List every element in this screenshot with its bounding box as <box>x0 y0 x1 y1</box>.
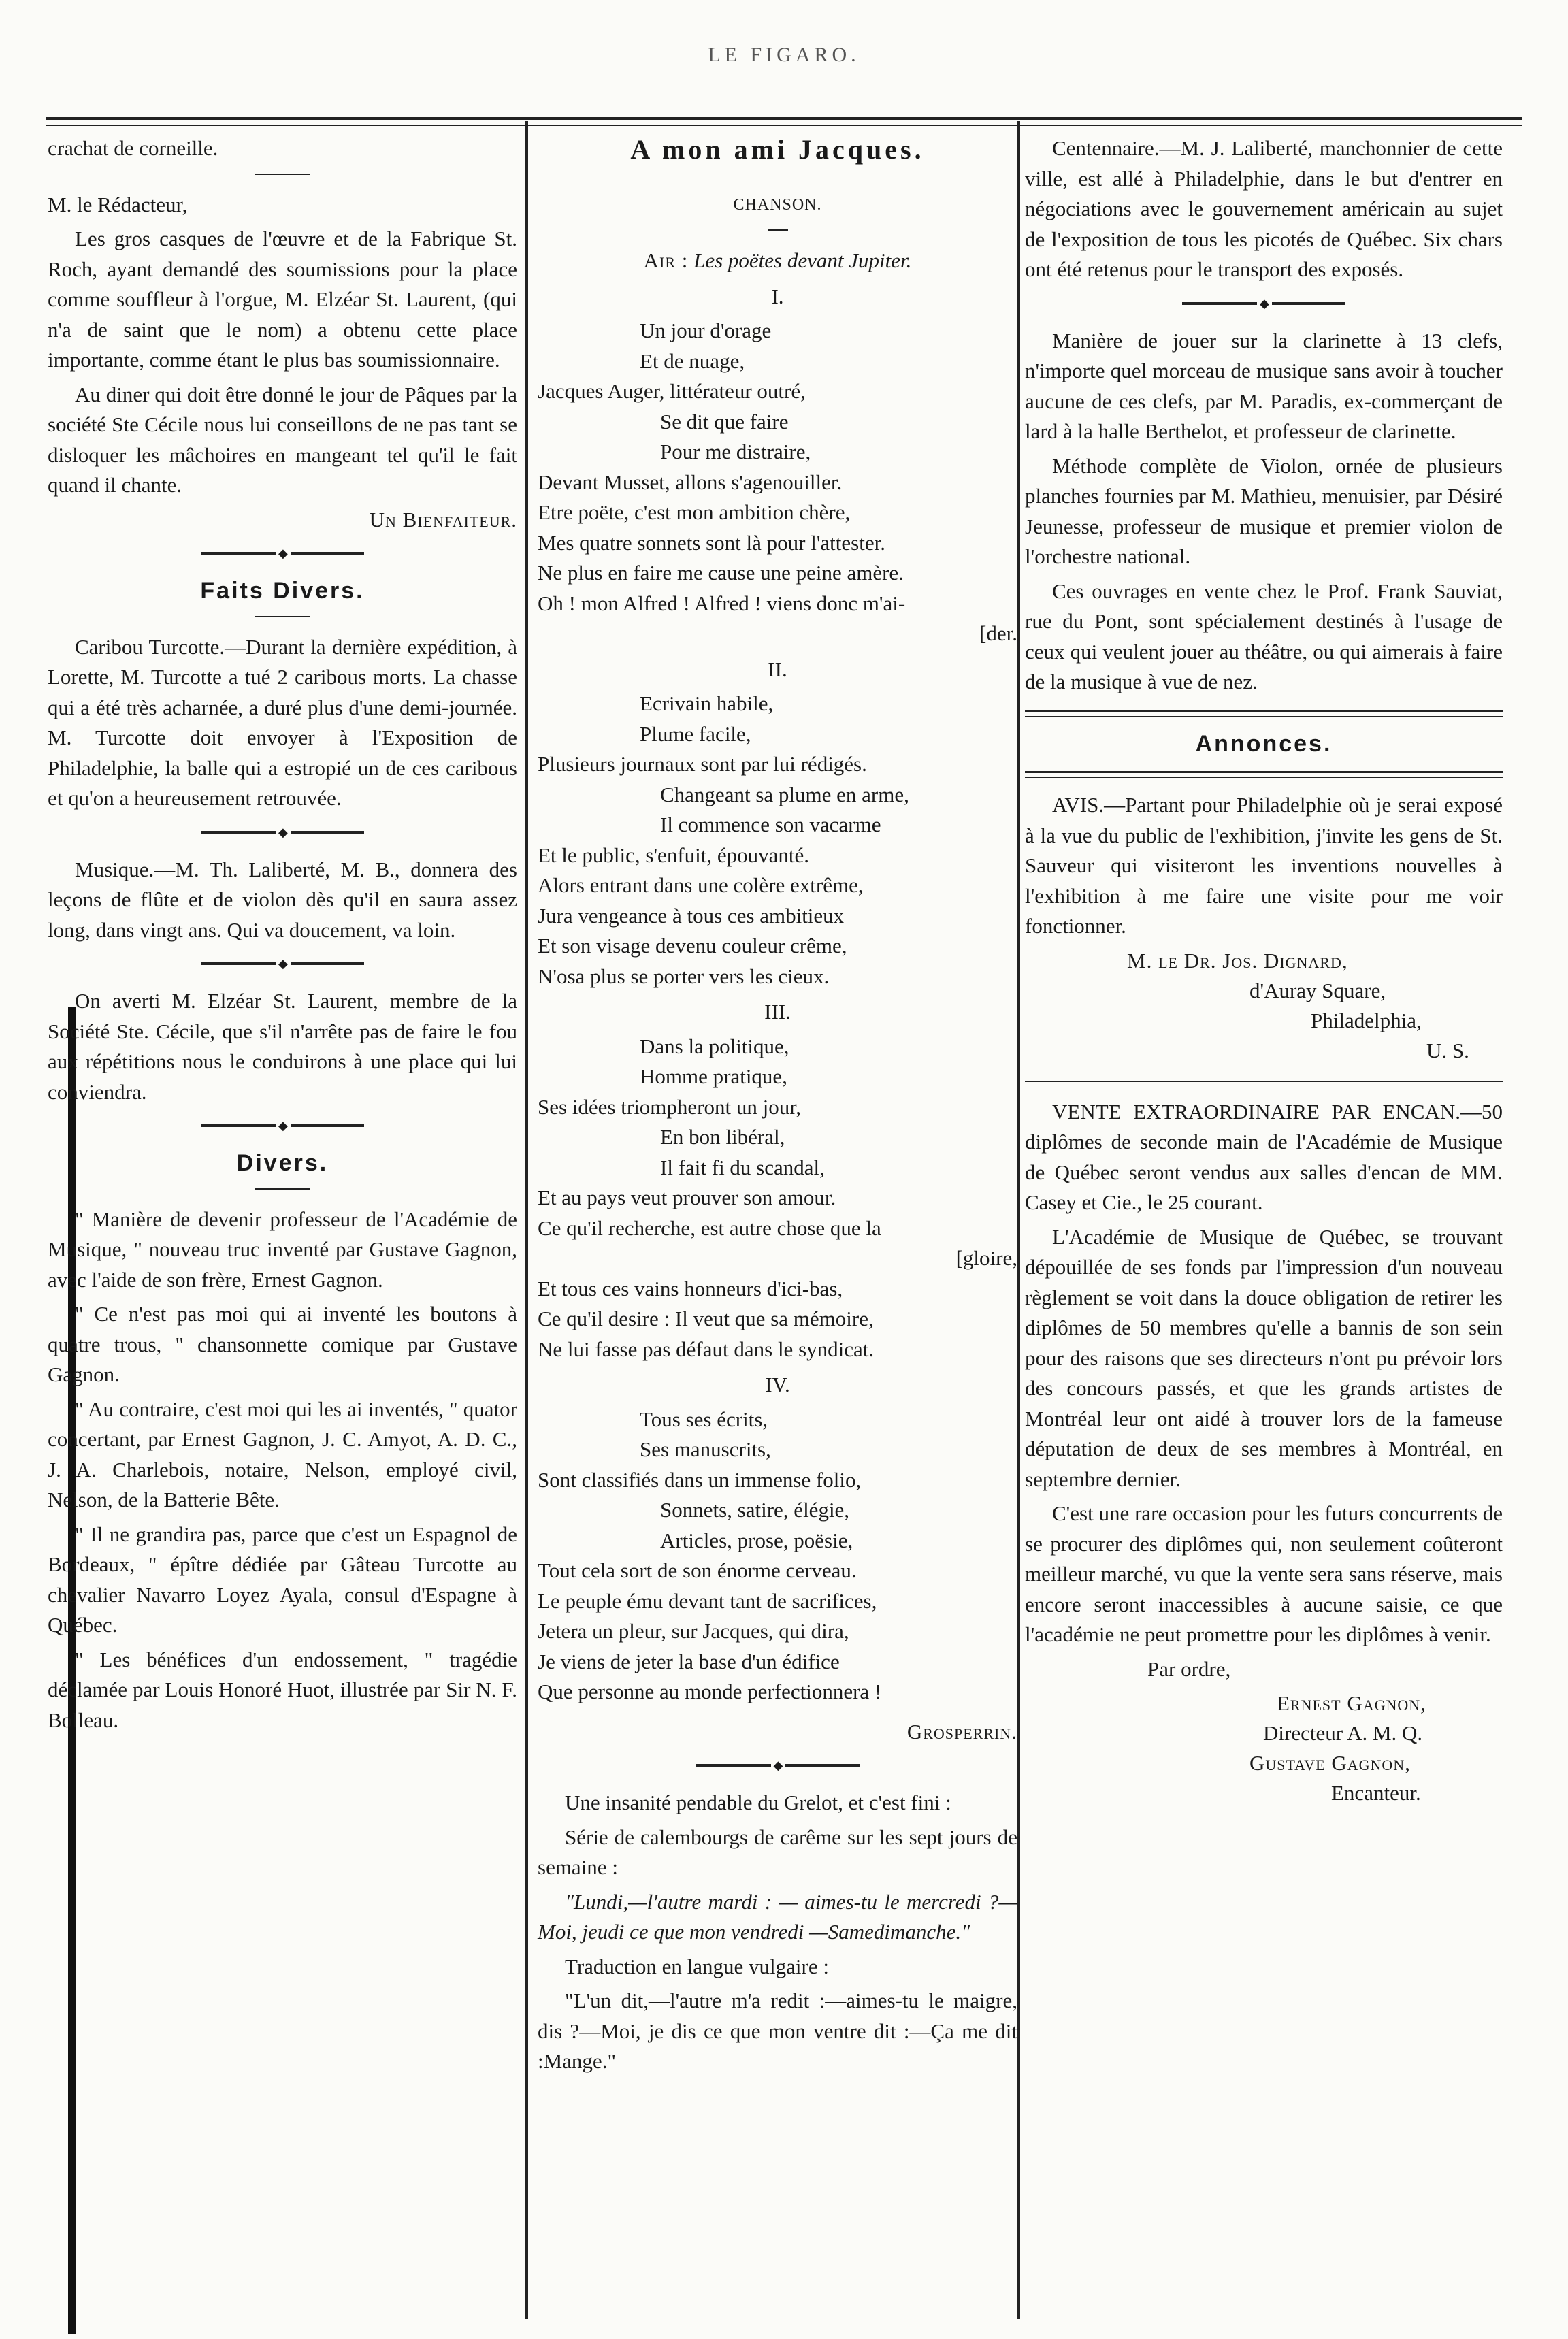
verse-line: Tout cela sort de son énorme cerveau. <box>538 1558 857 1582</box>
masthead: LE FIGARO. <box>708 44 860 66</box>
section-rule <box>1025 771 1503 778</box>
signature-line: Philadelphia, <box>1311 1008 1422 1032</box>
verse-line: Et son visage devenu couleur crême, <box>538 934 847 958</box>
ornament-divider: ◆ <box>1025 296 1503 311</box>
stanza-1 <box>538 316 1017 649</box>
verse-line: Ecrivain habile, <box>640 691 774 715</box>
signature-line: Gustave Gagnon, <box>1250 1751 1411 1775</box>
verse-line: Ses idées triompheront un jour, <box>538 1094 802 1119</box>
verse-line: Articles, prose, poësie, <box>660 1528 853 1552</box>
verse-line: Et au pays veut prouver son amour. <box>538 1185 836 1209</box>
verse-line: Il commence son vacarme <box>660 813 881 836</box>
air-label: Air : <box>643 248 689 272</box>
verse-line: Plusieurs journaux sont par lui rédigés. <box>538 752 867 776</box>
verse-line: Pour me distraire, <box>660 440 811 463</box>
method-item: Méthode complète de Violon, ornée de plusieurs planches fournies par M. Mathieu, menuisier, par Désiré Jeunesse, professeur de musique et premier violon de l'orchestre national. <box>1025 453 1503 568</box>
vente-paragraph: C'est une rare occasion pour les futurs concurrents de se procurer des diplômes qui, non seulement coûteront meilleur marché, vu que la vente sera sans réserve, mais encore seront inaccessibles à aucune saisie, ce que l'académie ne peut promettre pour les diplômes à venir. <box>1025 1501 1503 1646</box>
verse-line: Devant Musset, allons s'agenouiller. <box>538 470 843 494</box>
grelot-paragraph: Une insanité pendable du Grelot, et c'est fini : <box>565 1790 951 1814</box>
poem-signature: Grosperrin. <box>906 1719 1017 1744</box>
method-item: Ces ouvrages en vente chez le Prof. Frank Sauviat, rue du Pont, sont spécialement destinés à l'usage de ceux qui veulent jouer au théâtre, ou qui aimerais à faire de la musique à vue de nez. <box>1025 578 1503 693</box>
verse-line: Et le public, s'enfuit, épouvanté. <box>538 843 810 867</box>
verse-line: Et de nuage, <box>640 348 745 373</box>
verse-line: Oh ! mon Alfred ! Alfred ! viens donc m'ai- <box>538 591 906 615</box>
grelot-paragraph: Série de calembourgs de carême sur les sept jours de semaine : <box>538 1825 1017 1879</box>
verse-line: Ses manuscrits, <box>640 1437 771 1461</box>
ornament-divider: ◆ <box>48 825 517 840</box>
divers-item: " Ce n'est pas moi qui ai inventé les boutons à quatre trous, " chansonnette comique par Gustave Gagnon. <box>48 1302 517 1386</box>
stanza-number: III. <box>764 1000 791 1024</box>
news-item: Musique.—M. Th. Laliberté, M. B., donnera des leçons de flûte et de violon dès qu'il en saura assez long, dans vingt ans. Qui va doucement, va loin. <box>48 857 517 942</box>
short-rule <box>255 616 310 617</box>
divers-item: " Il ne grandira pas, parce que c'est un Espagnol de Bordeaux, " épître dédiée par Gâteau Turcotte au chevalier Navarro Loyez Ayala, consul d'Espagne à Québec. <box>48 1522 517 1637</box>
verse-line: [gloire, <box>956 1246 1017 1270</box>
verse-line: Alors entrant dans une colère extrême, <box>538 873 864 897</box>
short-rule <box>255 174 310 175</box>
column-divider-1 <box>525 121 528 2319</box>
letter-salutation: M. le Rédacteur, <box>48 192 188 216</box>
verse-line: Le peuple ému devant tant de sacrifices, <box>538 1588 877 1613</box>
signature-line: Encanteur. <box>1331 1781 1421 1805</box>
verse-line: Ne lui fasse pas défaut dans le syndicat. <box>538 1337 875 1361</box>
ornament-divider: ◆ <box>48 1118 517 1133</box>
grelot-paragraph: "Lundi,—l'autre mardi : — aimes-tu le mercredi ?—Moi, jeudi ce que mon vendredi —Samedimanche." <box>538 1889 1017 1944</box>
short-rule <box>255 1188 310 1190</box>
section-title-annonces: Annonces. <box>1195 730 1333 757</box>
column-2 <box>538 133 1017 2081</box>
verse-line: Tous ses écrits, <box>640 1407 768 1431</box>
news-item: On averti M. Elzéar St. Laurent, membre de la Société Ste. Cécile, que s'il n'arrête pas de faire le fou aux répétitions nous le conduirons à une place qui lui conviendra. <box>48 989 517 1104</box>
signature-line: d'Auray Square, <box>1250 978 1386 1002</box>
centennaire-item: Centennaire.—M. J. Laliberté, manchonnier de cette ville, est allé à Philadelphie, dans le but d'entrer en négociations avec le gouvernement américain au sujet de l'exposition de tous les picotés de Québec. Six chars ont été retenus pour le transport des exposés. <box>1025 136 1503 281</box>
ornament-divider: ◆ <box>538 1758 1017 1773</box>
vente-paragraph: L'Académie de Musique de Québec, se trouvant dépouillée de ses fonds par l'impression d'un nouveau règlement se voit dans la douce obligation de retirer les diplômes de 50 membres qu'elle a bannis de son sein pour des raisons que ses directeurs n'ont pu prévoir lors des concours passés, et que les grands artistes de Montréal leur ont aidé à trouver lors de la fameuse députation de deux de ses membres à Montréal, en septembre dernier. <box>1025 1224 1503 1491</box>
method-item: Manière de jouer sur la clarinette à 13 clefs, n'importe quel morceau de musique sans avoir à toucher aucune de ces clefs, par M. Paradis, ex-commerçant de lard à la halle Berthelot, et professeur de clarinette. <box>1025 328 1503 443</box>
signature-line: Ernest Gagnon, <box>1277 1691 1426 1715</box>
verse-line: Ce qu'il recherche, est autre chose que la <box>538 1215 881 1240</box>
verse-line: Un jour d'orage <box>640 318 772 342</box>
stanza-number: I. <box>771 284 784 308</box>
verse-line: Jura vengeance à tous ces ambitieux <box>538 903 845 928</box>
stanza-number: IV. <box>765 1373 790 1396</box>
letter-paragraph: Au diner qui doit être donné le jour de Pâques par la société Ste Cécile nous lui conseillons de ne pas tant se disloquer les mâchoires en mangeant tel qu'il le fait quand il chante. <box>48 382 517 497</box>
air-title: Les poëtes devant Jupiter. <box>693 248 912 272</box>
verse-line: Que personne au monde perfectionnera ! <box>538 1680 882 1703</box>
column-divider-2 <box>1017 121 1020 2319</box>
verse-line: Ce qu'il desire : Il veut que sa mémoire, <box>538 1307 874 1330</box>
verse-line: Il fait fi du scandal, <box>660 1155 825 1179</box>
section-rule <box>1025 710 1503 717</box>
par-ordre: Par ordre, <box>1147 1656 1231 1681</box>
stanza-number: II. <box>768 657 787 681</box>
signature-line: Directeur A. M. Q. <box>1263 1721 1423 1745</box>
avis-announcement: AVIS.—Partant pour Philadelphie où je serai exposé à la vue du public de l'exhibition, j'invite les gens de St. Sauveur qui visiteront les inventions nouvelles à l'exhibition à me faire une visite pour me voir fonctionner. <box>1025 793 1503 938</box>
verse-line: Etre poëte, c'est mon ambition chère, <box>538 500 851 524</box>
verse-line: Plume facile, <box>640 721 751 746</box>
verse-line: Jacques Auger, littérateur outré, <box>538 379 806 403</box>
divers-item: " Au contraire, c'est moi qui les ai inventés, " quator concertant, par Ernest Gagnon, J. C. Amyot, A. D. C., J. A. Charlebois, notaire, Nelson, employé civil, Nelson, de la Batterie Bête. <box>48 1396 517 1511</box>
top-rule <box>46 117 1522 126</box>
poem-air <box>538 246 1017 276</box>
divers-item: " Les bénéfices d'un endossement, " tragédie déclamée par Louis Honoré Huot, illustrée par Sir N. F. Bolleau. <box>48 1647 517 1732</box>
section-title-faits-divers: Faits Divers. <box>200 578 365 604</box>
short-rule <box>768 229 788 231</box>
opening-line: crachat de corneille. <box>48 136 218 160</box>
poem-subtitle: CHANSON. <box>733 195 822 214</box>
stanza-3 <box>538 1032 1017 1365</box>
full-rule <box>1025 1081 1503 1082</box>
verse-line: En bon libéral, <box>660 1125 785 1149</box>
verse-line: Changeant sa plume en arme, <box>660 782 909 806</box>
vente-signature <box>1025 1688 1503 1808</box>
vente-announcement: VENTE EXTRAORDINAIRE PAR ENCAN.—50 diplômes de seconde main de l'Académie de Musique de Québec seront vendus aux salles d'encan de MM. Casey et Cie., le 25 courant. <box>1025 1099 1503 1214</box>
news-item: Caribou Turcotte.—Durant la dernière expédition, à Lorette, M. Turcotte a tué 2 caribous morts. La chasse qui a été très acharnée, a duré plus d'une demi-journée. M. Turcotte doit envoyer à l'Exposition de Philadelphie, la balle qui a estropié un de ces caribous et qu'on a heureusement retrouvée. <box>48 634 517 810</box>
verse-line: Et tous ces vains honneurs d'ici-bas, <box>538 1276 843 1301</box>
stanza-2 <box>538 689 1017 992</box>
grelot-paragraph: Traduction en langue vulgaire : <box>565 1954 829 1978</box>
section-title-divers: Divers. <box>236 1150 329 1176</box>
verse-line: Homme pratique, <box>640 1064 787 1088</box>
grelot-paragraph: "L'un dit,—l'autre m'a redit :—aimes-tu le maigre, dis ?—Moi, je dis ce que mon ventre dit :—Ça me dit :Mange." <box>538 1989 1017 2073</box>
verse-line: Je viens de jeter la base d'un édifice <box>538 1649 840 1673</box>
verse-line: Jetera un pleur, sur Jacques, qui dira, <box>538 1619 849 1643</box>
verse-line: Ne plus en faire me cause une peine amère. <box>538 561 904 585</box>
verse-line: [der. <box>979 621 1017 645</box>
signature-line: M. le Dr. Jos. Dignard, <box>1127 948 1348 972</box>
letter-paragraph: Les gros casques de l'œuvre et de la Fabrique St. Roch, ayant demandé des soumissions pour la place comme souffleur à l'orgue, M. Elzéar St. Laurent, (qui n'a de saint que le nom) a obtenu cette place importante, comme étant le plus bas soumissionnaire. <box>48 227 517 372</box>
column-3 <box>1025 133 1503 1808</box>
signature-line: U. S. <box>1426 1038 1469 1062</box>
verse-line: N'osa plus se porter vers les cieux. <box>538 964 830 988</box>
verse-line: Sonnets, satire, élégie, <box>660 1498 850 1522</box>
verse-line: Se dit que faire <box>660 409 789 434</box>
verse-line: Mes quatre sonnets sont là pour l'attester. <box>538 530 885 555</box>
letter-signature: Un Bienfaiteur. <box>369 507 517 531</box>
poem-title: A mon ami Jacques. <box>630 134 925 165</box>
divers-item: " Manière de devenir professeur de l'Académie de Musique, " nouveau truc inventé par Gustave Gagnon, avec l'aide de son frère, Ernest Gagnon. <box>48 1207 517 1292</box>
column-1 <box>48 133 517 1739</box>
stanza-4 <box>538 1405 1017 1707</box>
avis-signature <box>1025 946 1503 1066</box>
ornament-divider: ◆ <box>48 546 517 561</box>
verse-line: Dans la politique, <box>640 1034 789 1058</box>
ornament-divider: ◆ <box>48 956 517 971</box>
verse-line: Sont classifiés dans un immense folio, <box>538 1467 862 1492</box>
